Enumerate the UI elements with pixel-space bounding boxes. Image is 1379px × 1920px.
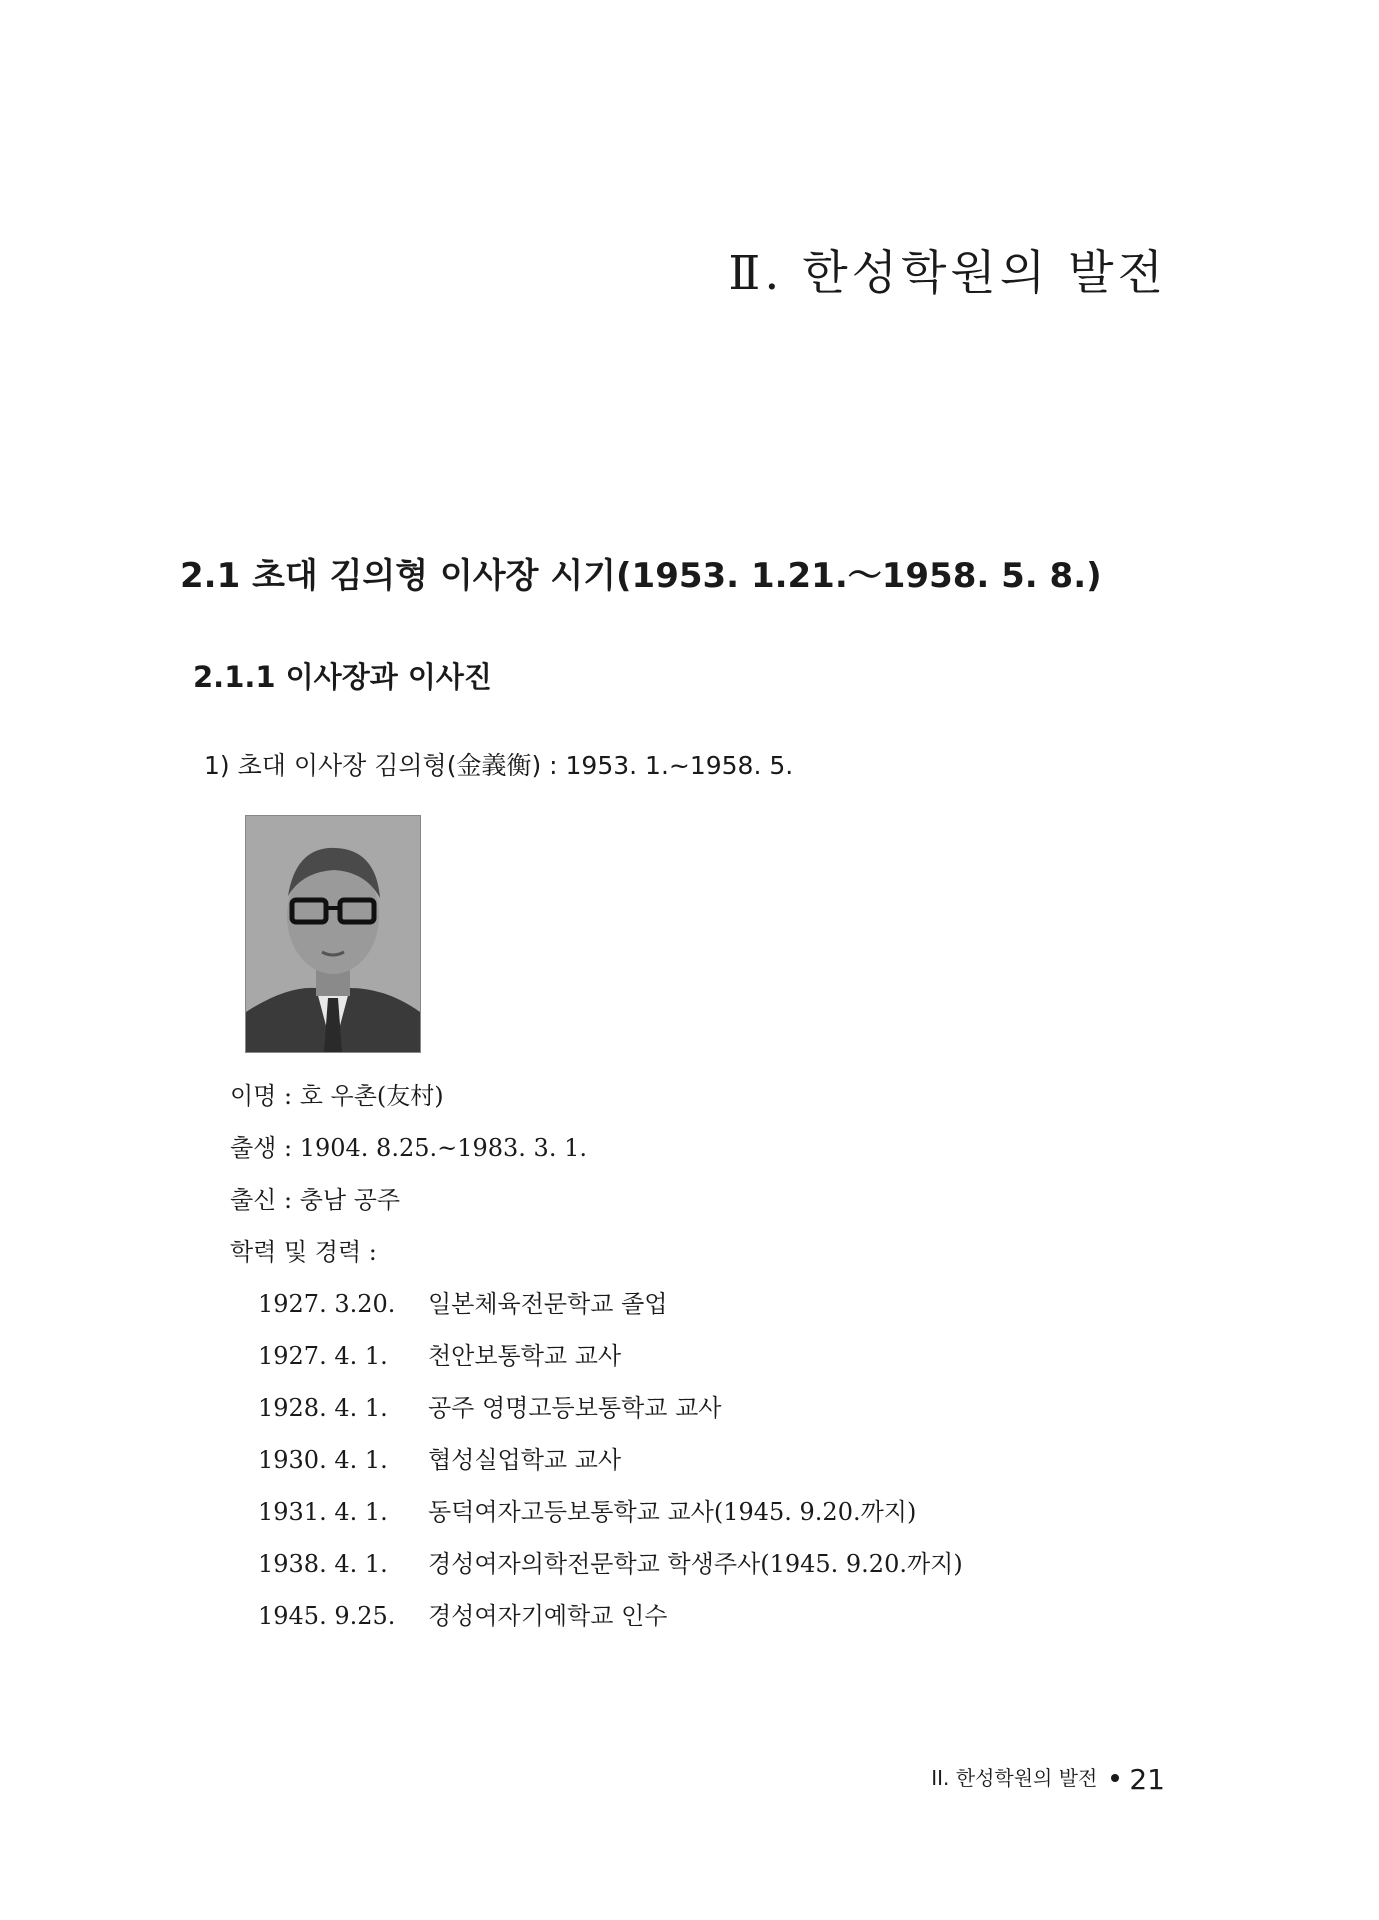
career-date: 1945. 9.25. bbox=[258, 1602, 396, 1630]
career-date: 1930. 4. 1. bbox=[258, 1446, 388, 1474]
career-row bbox=[258, 1284, 667, 1319]
chapter-title: Ⅱ. 한성학원의 발전 bbox=[728, 246, 1167, 301]
career-row bbox=[258, 1336, 621, 1371]
career-date: 1928. 4. 1. bbox=[258, 1394, 388, 1422]
portrait-photo bbox=[245, 815, 421, 1053]
career-date: 1927. 4. 1. bbox=[258, 1342, 388, 1370]
running-title: II. 한성학원의 발전 bbox=[931, 1766, 1098, 1790]
profile-origin-line: 출신 : 충남 공주 bbox=[230, 1186, 401, 1214]
bullet-icon bbox=[1111, 1774, 1119, 1782]
career-desc: 경성여자의학전문학교 학생주사(1945. 9.20.까지) bbox=[428, 1550, 963, 1578]
portrait-figure bbox=[246, 816, 420, 1052]
career-desc: 동덕여자고등보통학교 교사(1945. 9.20.까지) bbox=[428, 1498, 917, 1526]
career-desc: 경성여자기예학교 인수 bbox=[428, 1602, 668, 1630]
item-heading: 1) 초대 이사장 김의형(金義衡) : 1953. 1.~1958. 5. bbox=[204, 751, 794, 780]
career-date: 1927. 3.20. bbox=[258, 1290, 396, 1318]
career-row bbox=[258, 1492, 916, 1527]
page-footer bbox=[931, 1762, 1165, 1796]
career-row bbox=[258, 1596, 667, 1631]
section-heading: 2.1 초대 김의형 이사장 시기(1953. 1.21.～1958. 5. 8.) bbox=[180, 556, 1102, 596]
career-desc: 일본체육전문학교 졸업 bbox=[428, 1290, 668, 1318]
page-number: 21 bbox=[1129, 1763, 1165, 1796]
profile-birth-line: 출생 : 1904. 8.25.~1983. 3. 1. bbox=[230, 1134, 587, 1162]
career-desc: 천안보통학교 교사 bbox=[428, 1342, 622, 1370]
profile-name-line: 이명 : 호 우촌(友村) bbox=[230, 1082, 444, 1110]
career-desc: 협성실업학교 교사 bbox=[428, 1446, 622, 1474]
career-row bbox=[258, 1440, 621, 1475]
career-date: 1938. 4. 1. bbox=[258, 1550, 388, 1578]
profile-career-label: 학력 및 경력 : bbox=[230, 1238, 377, 1266]
career-date: 1931. 4. 1. bbox=[258, 1498, 388, 1526]
career-row bbox=[258, 1544, 963, 1579]
subsection-heading: 2.1.1 이사장과 이사진 bbox=[193, 660, 492, 694]
career-desc: 공주 영명고등보통학교 교사 bbox=[428, 1394, 722, 1422]
career-row bbox=[258, 1388, 721, 1423]
